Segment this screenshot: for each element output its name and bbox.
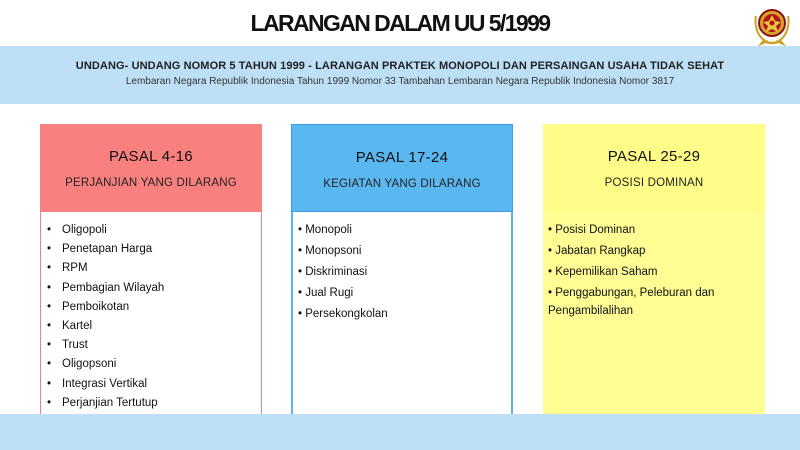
footer-strip: [0, 414, 800, 450]
list-item: • Jual Rugi: [298, 287, 354, 299]
list-item: • Trust: [47, 336, 261, 355]
card-subtitle: PERJANJIAN YANG DILARANG: [65, 177, 237, 189]
card-body: [543, 212, 765, 422]
list-item: • Kartel: [47, 317, 261, 336]
page-title: LARANGAN DALAM UU 5/1999: [250, 10, 550, 36]
list-item: • Integrasi Vertikal: [47, 375, 261, 394]
list-item: • Posisi Dominan: [548, 224, 636, 236]
list-item: • Diskriminasi: [298, 266, 368, 278]
card-pasal-4-16: [40, 124, 262, 432]
item-list: [298, 220, 511, 325]
card-title: PASAL 17-24: [355, 149, 449, 166]
list-item: • Penetapan Harga: [47, 240, 261, 259]
card-subtitle: POSISI DOMINAN: [604, 177, 704, 189]
header-banner: [0, 46, 800, 104]
banner-title: UNDANG- UNDANG NOMOR 5 TAHUN 1999 - LARANGAN PRAKTEK MONOPOLI DAN PERSAINGAN USAHA TIDAK SEHAT: [75, 60, 725, 72]
list-item: • Persekongkolan: [298, 308, 388, 320]
card-title: PASAL 25-29: [607, 148, 701, 165]
list-item: • Perjanjian Tertutup: [47, 394, 261, 413]
item-list: [47, 221, 261, 432]
card-title: PASAL 4-16: [109, 148, 193, 165]
list-item: • Pembagian Wilayah: [47, 279, 261, 298]
item-list: [548, 220, 765, 320]
card-header: [543, 124, 765, 212]
list-item: • Penggabungan, Peleburan dan Pengambilalihan: [548, 287, 715, 317]
card-pasal-25-29: [543, 124, 765, 422]
card-body: [291, 212, 513, 420]
list-item: • Jabatan Rangkap: [548, 245, 646, 257]
list-item: • Oligopsoni: [47, 355, 261, 374]
list-item: • Monopoli: [298, 224, 352, 236]
card-subtitle: KEGIATAN YANG DILARANG: [323, 178, 481, 190]
emblem-icon: [752, 4, 792, 46]
list-item: • Oligopoli: [47, 221, 261, 240]
card-header: [291, 124, 513, 212]
card-body: [40, 212, 262, 432]
list-item: • RPM: [47, 259, 261, 278]
banner-subtitle: Lembaran Negara Republik Indonesia Tahun 1999 Nomor 33 Tambahan Lembaran Negara Republik Indonesia Nomor 3817: [125, 76, 675, 87]
list-item: • Kepemilikan Saham: [548, 266, 658, 278]
list-item: • Monopsoni: [298, 245, 362, 257]
card-pasal-17-24: [291, 124, 513, 420]
list-item: • Pemboikotan: [47, 298, 261, 317]
card-header: [40, 124, 262, 212]
